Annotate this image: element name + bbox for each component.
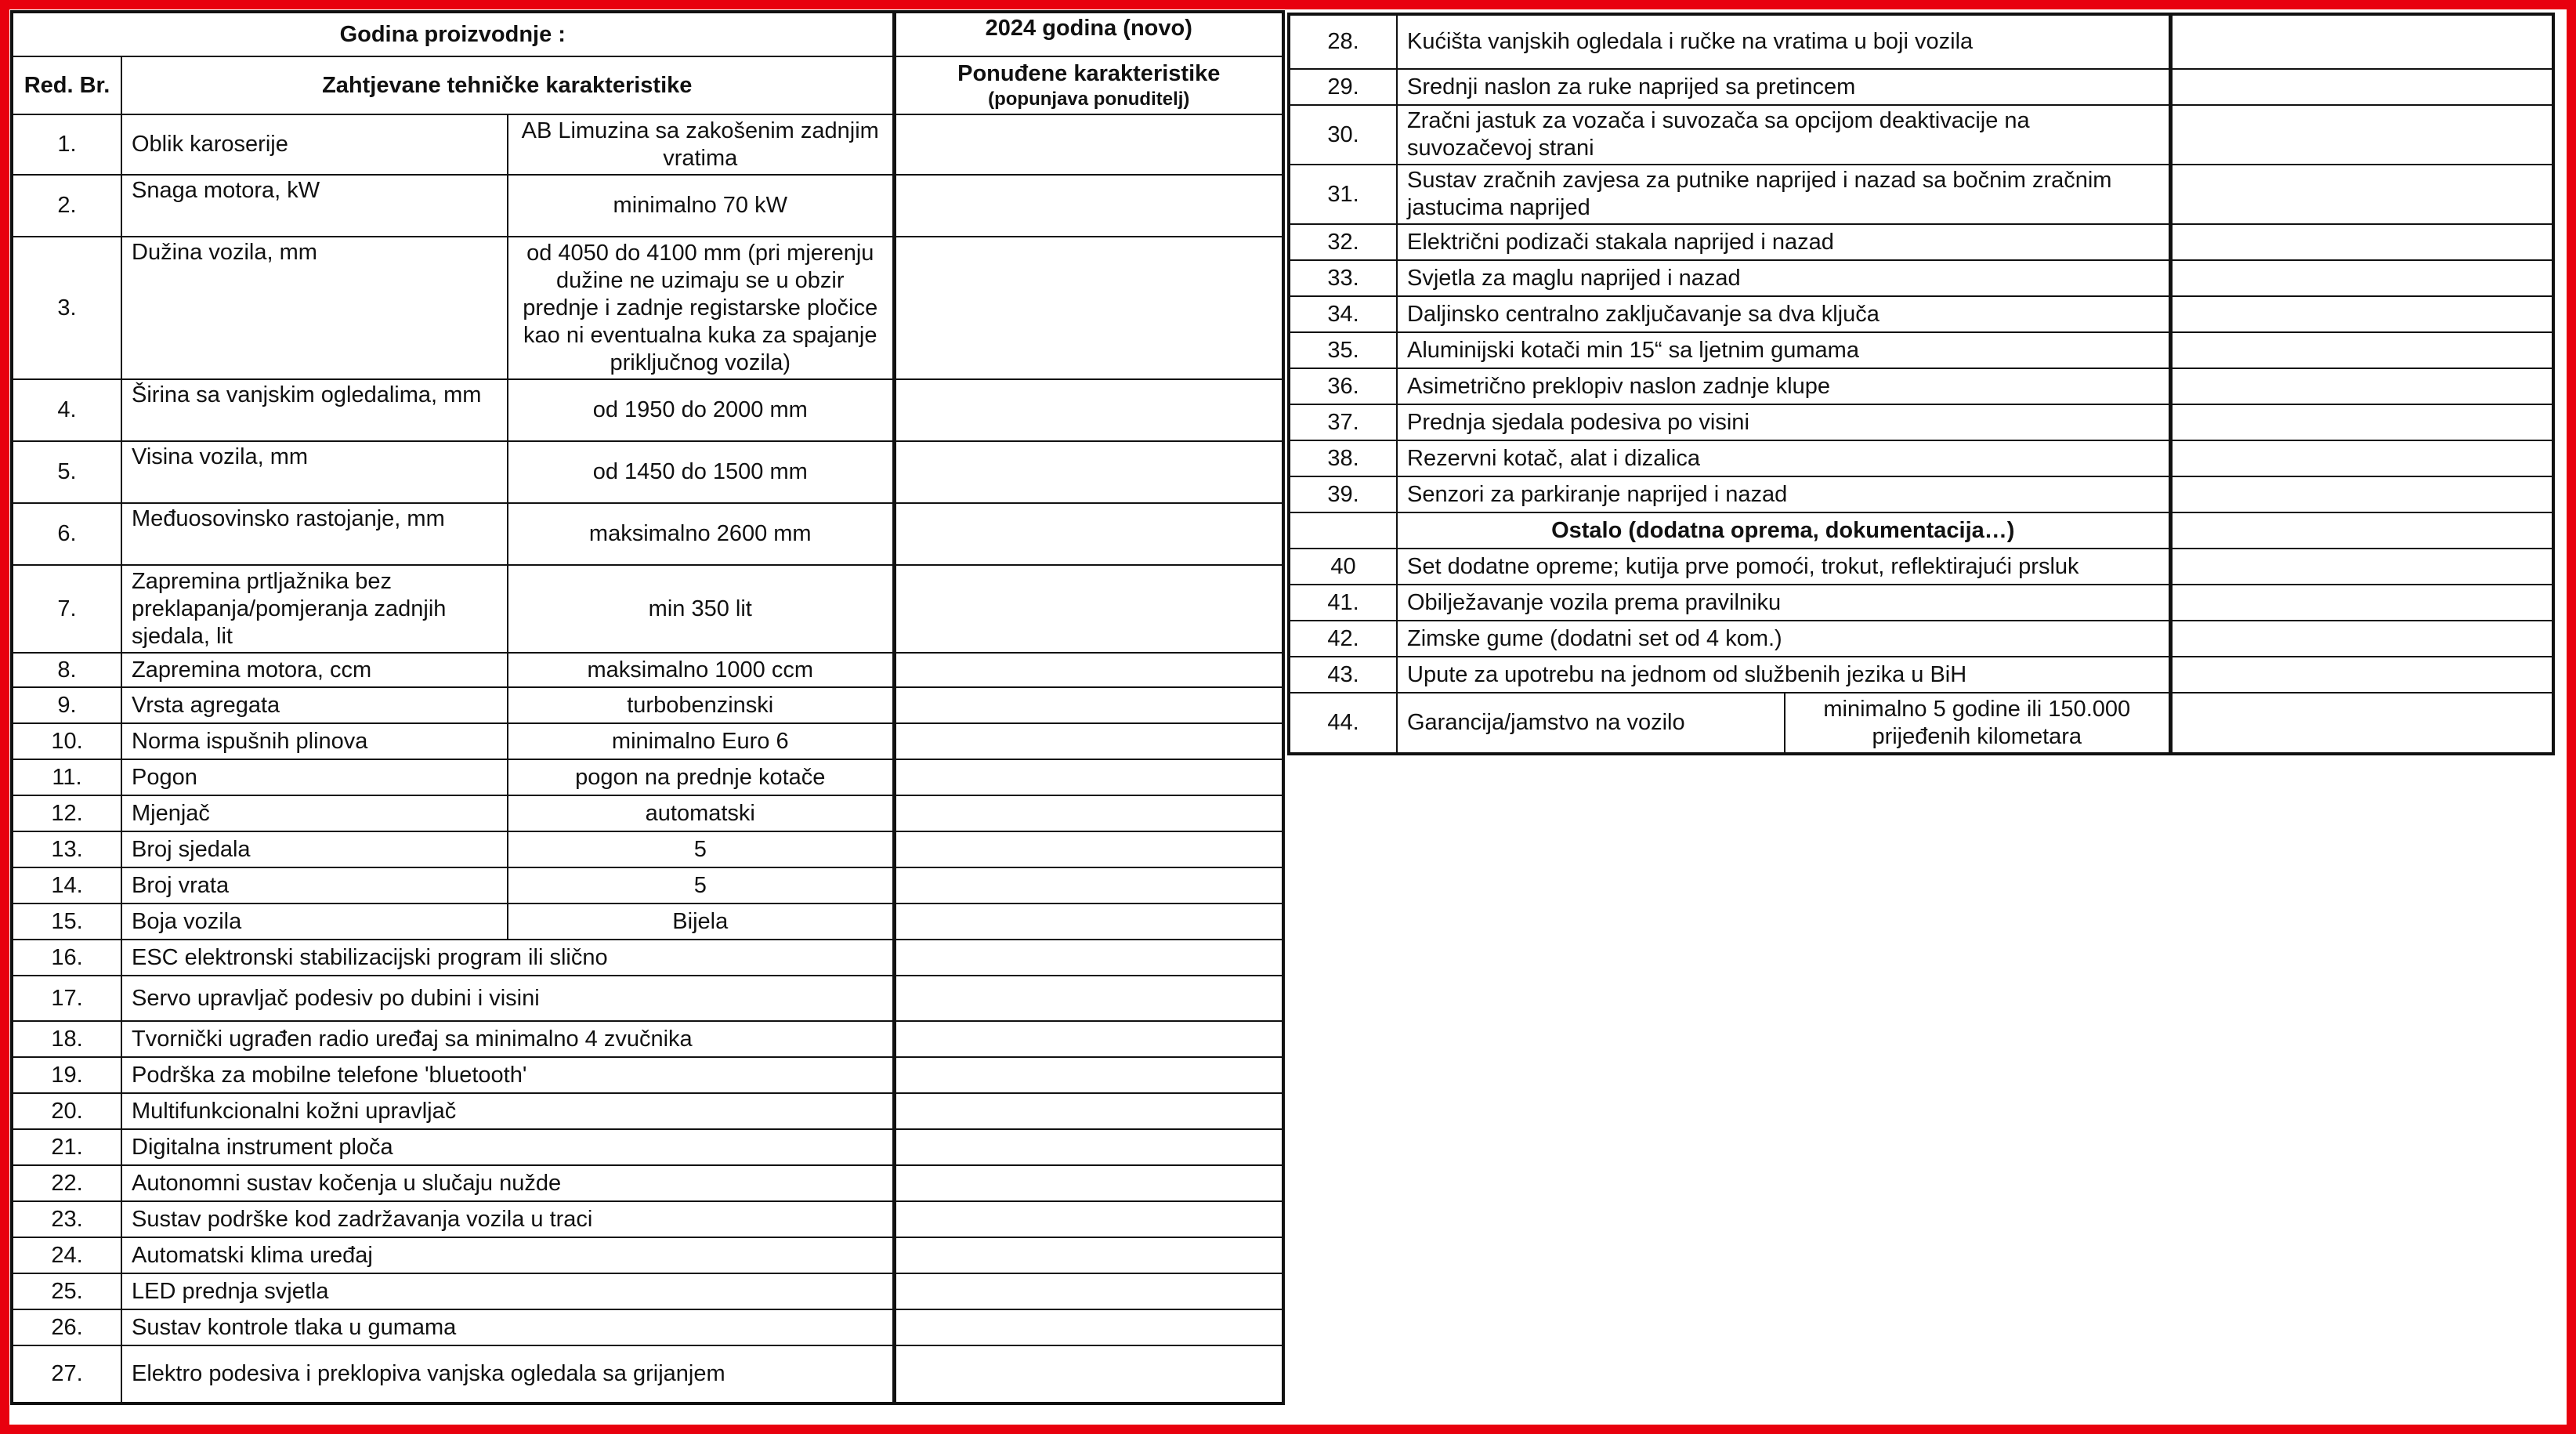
table-row	[12, 653, 1283, 687]
row-number: 44.	[1289, 693, 1397, 754]
offered-value-cell[interactable]	[894, 723, 1283, 759]
row-number: 4.	[12, 379, 121, 441]
table-row	[1289, 165, 2553, 224]
row-number: 5.	[12, 441, 121, 503]
row-number: 41.	[1289, 585, 1397, 621]
row-number: 33.	[1289, 260, 1397, 296]
offered-value-cell[interactable]	[894, 1273, 1283, 1309]
table-row	[1289, 332, 2553, 368]
table-row	[1289, 105, 2553, 165]
offered-value-cell[interactable]	[894, 1021, 1283, 1057]
row-number: 30.	[1289, 105, 1397, 165]
row-description: Tvornički ugrađen radio uređaj sa minimalno 4 zvučnika	[121, 1021, 894, 1057]
table-row	[12, 1345, 1283, 1403]
row-requirement: min 350 lit	[508, 565, 894, 653]
table-row	[12, 795, 1283, 831]
table-row	[12, 1165, 1283, 1201]
offered-value-cell[interactable]	[894, 1201, 1283, 1237]
row-description: Električni podizači stakala naprijed i nazad	[1397, 224, 2170, 260]
table-row	[12, 441, 1283, 503]
row-number: 1.	[12, 114, 121, 175]
table-row	[12, 1129, 1283, 1165]
offered-value-cell[interactable]	[894, 1309, 1283, 1345]
row-description: Prednja sjedala podesiva po visini	[1397, 404, 2170, 440]
row-number: 8.	[12, 653, 121, 687]
offered-value-cell[interactable]	[894, 1237, 1283, 1273]
row-description: Visina vozila, mm	[121, 441, 508, 503]
table-row	[12, 114, 1283, 175]
production-year-value: 2024 godina (novo)	[894, 12, 1283, 56]
row-description: Zračni jastuk za vozača i suvozača sa opcijom deaktivacije na suvozačevoj strani	[1397, 105, 2170, 165]
spec-table-left	[10, 10, 1285, 1405]
row-number: 18.	[12, 1021, 121, 1057]
row-number: 10.	[12, 723, 121, 759]
row-number: 23.	[12, 1201, 121, 1237]
row-description: Aluminijski kotači min 15“ sa ljetnim gumama	[1397, 332, 2170, 368]
row-requirement: od 4050 do 4100 mm (pri mjerenju dužine ne uzimaju se u obzir prednje i zadnje registarske pločice kao ni eventualna kuka za spajanje priključnog vozila)	[508, 237, 894, 379]
table-row	[12, 379, 1283, 441]
offered-value-cell[interactable]	[894, 687, 1283, 723]
offered-value-cell[interactable]	[894, 940, 1283, 976]
table-row	[12, 867, 1283, 903]
row-number: 3.	[12, 237, 121, 379]
row-description: Sustav kontrole tlaka u gumama	[121, 1309, 894, 1345]
row-description: Upute za upotrebu na jednom od službenih jezika u BiH	[1397, 657, 2170, 693]
row-number: 43.	[1289, 657, 1397, 693]
row-description: Broj vrata	[121, 867, 508, 903]
row-number: 31.	[1289, 165, 1397, 224]
offered-value-cell[interactable]	[894, 1057, 1283, 1093]
table-row	[1289, 621, 2553, 657]
row-description: Sustav zračnih zavjesa za putnike naprijed i nazad sa bočnim zračnim jastucima naprijed	[1397, 165, 2170, 224]
header-row-columns	[12, 56, 1283, 114]
row-description: Asimetrično preklopiv naslon zadnje klupe	[1397, 368, 2170, 404]
row-requirement: pogon na prednje kotače	[508, 759, 894, 795]
table-row	[12, 237, 1283, 379]
offered-value-cell[interactable]	[894, 831, 1283, 867]
row-number: 40	[1289, 549, 1397, 585]
offered-value-cell[interactable]	[2170, 585, 2553, 621]
table-row	[12, 1237, 1283, 1273]
row-description: Sustav podrške kod zadržavanja vozila u traci	[121, 1201, 894, 1237]
table-row	[12, 976, 1283, 1021]
offered-value-cell[interactable]	[894, 1165, 1283, 1201]
row-description: Zapremina prtljažnika bez preklapanja/pomjeranja zadnjih sjedala, lit	[121, 565, 508, 653]
table-row	[1289, 14, 2553, 69]
offered-value-cell[interactable]	[2170, 69, 2553, 105]
table-row	[1289, 260, 2553, 296]
row-requirement: 5	[508, 867, 894, 903]
row-requirement: od 1450 do 1500 mm	[508, 441, 894, 503]
row-description: Garancija/jamstvo na vozilo	[1397, 693, 1785, 754]
table-row	[12, 1309, 1283, 1345]
offered-value-cell[interactable]	[894, 503, 1283, 565]
table-row	[12, 1057, 1283, 1093]
offered-value-cell[interactable]	[2170, 224, 2553, 260]
row-number: 27.	[12, 1345, 121, 1403]
row-description: Srednji naslon za ruke naprijed sa pretincem	[1397, 69, 2170, 105]
table-row	[12, 1093, 1283, 1129]
offered-value-cell[interactable]	[894, 1129, 1283, 1165]
row-description: Autonomni sustav kočenja u slučaju nužde	[121, 1165, 894, 1201]
row-number: 15.	[12, 903, 121, 940]
offered-value-cell[interactable]	[2170, 693, 2553, 754]
row-number: 20.	[12, 1093, 121, 1129]
row-number: 16.	[12, 940, 121, 976]
offered-value-cell[interactable]	[2170, 165, 2553, 224]
row-description: Daljinsko centralno zaključavanje sa dva ključa	[1397, 296, 2170, 332]
offered-label: Ponuđene karakteristike	[957, 60, 1221, 86]
row-number: 34.	[1289, 296, 1397, 332]
row-number: 13.	[12, 831, 121, 867]
row-description: Snaga motora, kW	[121, 175, 508, 237]
offered-value-cell[interactable]	[2170, 549, 2553, 585]
row-requirement: automatski	[508, 795, 894, 831]
row-requirement: maksimalno 2600 mm	[508, 503, 894, 565]
row-description: Boja vozila	[121, 903, 508, 940]
row-requirement: minimalno Euro 6	[508, 723, 894, 759]
row-number: 28.	[1289, 14, 1397, 69]
row-requirement: minimalno 70 kW	[508, 175, 894, 237]
row-number: 9.	[12, 687, 121, 723]
row-description: Dužina vozila, mm	[121, 237, 508, 379]
offered-sub-label: (popunjava ponuditelj)	[988, 88, 1190, 110]
offered-value-cell[interactable]	[2170, 260, 2553, 296]
row-number: 19.	[12, 1057, 121, 1093]
offered-value-cell[interactable]	[894, 379, 1283, 441]
row-description: Multifunkcionalni kožni upravljač	[121, 1093, 894, 1129]
row-description: Automatski klima uređaj	[121, 1237, 894, 1273]
row-requirement: od 1950 do 2000 mm	[508, 379, 894, 441]
offered-value-cell[interactable]	[2170, 512, 2553, 549]
table-row	[12, 831, 1283, 867]
column-header-required: Zahtjevane tehničke karakteristike	[121, 56, 894, 114]
row-description: Set dodatne opreme; kutija prve pomoći, trokut, reflektirajući prsluk	[1397, 549, 2170, 585]
row-number: 6.	[12, 503, 121, 565]
offered-value-cell[interactable]	[894, 795, 1283, 831]
table-row	[1289, 69, 2553, 105]
row-number: 24.	[12, 1237, 121, 1273]
row-number: 36.	[1289, 368, 1397, 404]
table-row	[12, 1021, 1283, 1057]
offered-value-cell[interactable]	[2170, 621, 2553, 657]
row-requirement: AB Limuzina sa zakošenim zadnjim vratima	[508, 114, 894, 175]
table-row	[12, 565, 1283, 653]
header-row-year	[12, 12, 1283, 56]
row-number: 21.	[12, 1129, 121, 1165]
row-number: 14.	[12, 867, 121, 903]
row-description: Zimske gume (dodatni set od 4 kom.)	[1397, 621, 2170, 657]
offered-value-cell[interactable]	[2170, 368, 2553, 404]
table-row	[12, 723, 1283, 759]
table-row	[1289, 296, 2553, 332]
row-description: Svjetla za maglu naprijed i nazad	[1397, 260, 2170, 296]
row-number: 7.	[12, 565, 121, 653]
column-header-offered	[894, 56, 1283, 114]
row-number: 32.	[1289, 224, 1397, 260]
offered-value-cell[interactable]	[894, 759, 1283, 795]
table-row	[12, 175, 1283, 237]
row-description: Servo upravljač podesiv po dubini i visini	[121, 976, 894, 1021]
row-description: Širina sa vanjskim ogledalima, mm	[121, 379, 508, 441]
row-description: Mjenjač	[121, 795, 508, 831]
row-description: Norma ispušnih plinova	[121, 723, 508, 759]
row-description: Digitalna instrument ploča	[121, 1129, 894, 1165]
row-description: Obilježavanje vozila prema pravilniku	[1397, 585, 2170, 621]
table-row	[12, 503, 1283, 565]
offered-value-cell[interactable]	[894, 441, 1283, 503]
table-row	[1289, 440, 2553, 476]
row-requirement: Bijela	[508, 903, 894, 940]
row-requirement: maksimalno 1000 ccm	[508, 653, 894, 687]
table-row	[1289, 657, 2553, 693]
section-row-other	[1289, 512, 2553, 549]
section-number-empty	[1289, 512, 1397, 549]
row-number: 22.	[12, 1165, 121, 1201]
row-number: 38.	[1289, 440, 1397, 476]
offered-value-cell[interactable]	[2170, 332, 2553, 368]
table-row	[1289, 404, 2553, 440]
offered-value-cell[interactable]	[894, 867, 1283, 903]
row-description: Oblik karoserije	[121, 114, 508, 175]
table-row	[12, 1273, 1283, 1309]
offered-value-cell[interactable]	[2170, 296, 2553, 332]
row-description: Zapremina motora, ccm	[121, 653, 508, 687]
offered-value-cell[interactable]	[894, 565, 1283, 653]
table-row	[1289, 224, 2553, 260]
offered-value-cell[interactable]	[2170, 14, 2553, 69]
row-requirement: turbobenzinski	[508, 687, 894, 723]
offered-value-cell[interactable]	[894, 114, 1283, 175]
row-description: Podrška za mobilne telefone 'bluetooth'	[121, 1057, 894, 1093]
offered-value-cell[interactable]	[894, 1093, 1283, 1129]
row-number: 39.	[1289, 476, 1397, 512]
table-row	[12, 687, 1283, 723]
production-year-label: Godina proizvodnje :	[12, 12, 894, 56]
offered-value-cell[interactable]	[894, 1345, 1283, 1403]
row-number: 35.	[1289, 332, 1397, 368]
row-description: Vrsta agregata	[121, 687, 508, 723]
table-row	[1289, 585, 2553, 621]
row-number: 12.	[12, 795, 121, 831]
row-number: 11.	[12, 759, 121, 795]
offered-value-cell[interactable]	[894, 976, 1283, 1021]
offered-value-cell[interactable]	[2170, 476, 2553, 512]
offered-value-cell[interactable]	[2170, 404, 2553, 440]
table-row	[1289, 549, 2553, 585]
table-row	[1289, 693, 2553, 754]
row-description: Pogon	[121, 759, 508, 795]
row-description: Elektro podesiva i preklopiva vanjska ogledala sa grijanjem	[121, 1345, 894, 1403]
offered-value-cell[interactable]	[894, 903, 1283, 940]
offered-value-cell[interactable]	[894, 237, 1283, 379]
row-description: ESC elektronski stabilizacijski program ili slično	[121, 940, 894, 976]
row-description: Međuosovinsko rastojanje, mm	[121, 503, 508, 565]
row-description: LED prednja svjetla	[121, 1273, 894, 1309]
offered-value-cell[interactable]	[894, 175, 1283, 237]
offered-value-cell[interactable]	[2170, 440, 2553, 476]
row-number: 17.	[12, 976, 121, 1021]
row-number: 42.	[1289, 621, 1397, 657]
row-requirement: 5	[508, 831, 894, 867]
spec-table-right	[1287, 13, 2555, 755]
row-number: 2.	[12, 175, 121, 237]
row-number: 25.	[12, 1273, 121, 1309]
row-number: 37.	[1289, 404, 1397, 440]
row-description: Senzori za parkiranje naprijed i nazad	[1397, 476, 2170, 512]
table-row	[12, 759, 1283, 795]
row-number: 29.	[1289, 69, 1397, 105]
row-number: 26.	[12, 1309, 121, 1345]
offered-value-cell[interactable]	[2170, 105, 2553, 165]
row-requirement: minimalno 5 godine ili 150.000 prijeđenih kilometara	[1785, 693, 2170, 754]
table-row	[1289, 368, 2553, 404]
table-row	[12, 903, 1283, 940]
row-description: Kućišta vanjskih ogledala i ručke na vratima u boji vozila	[1397, 14, 2170, 69]
table-row	[12, 940, 1283, 976]
row-description: Rezervni kotač, alat i dizalica	[1397, 440, 2170, 476]
row-description: Broj sjedala	[121, 831, 508, 867]
table-row	[1289, 476, 2553, 512]
section-title-other: Ostalo (dodatna oprema, dokumentacija…)	[1397, 512, 2170, 549]
column-header-number: Red. Br.	[12, 56, 121, 114]
offered-value-cell[interactable]	[894, 653, 1283, 687]
offered-value-cell[interactable]	[2170, 657, 2553, 693]
table-row	[12, 1201, 1283, 1237]
